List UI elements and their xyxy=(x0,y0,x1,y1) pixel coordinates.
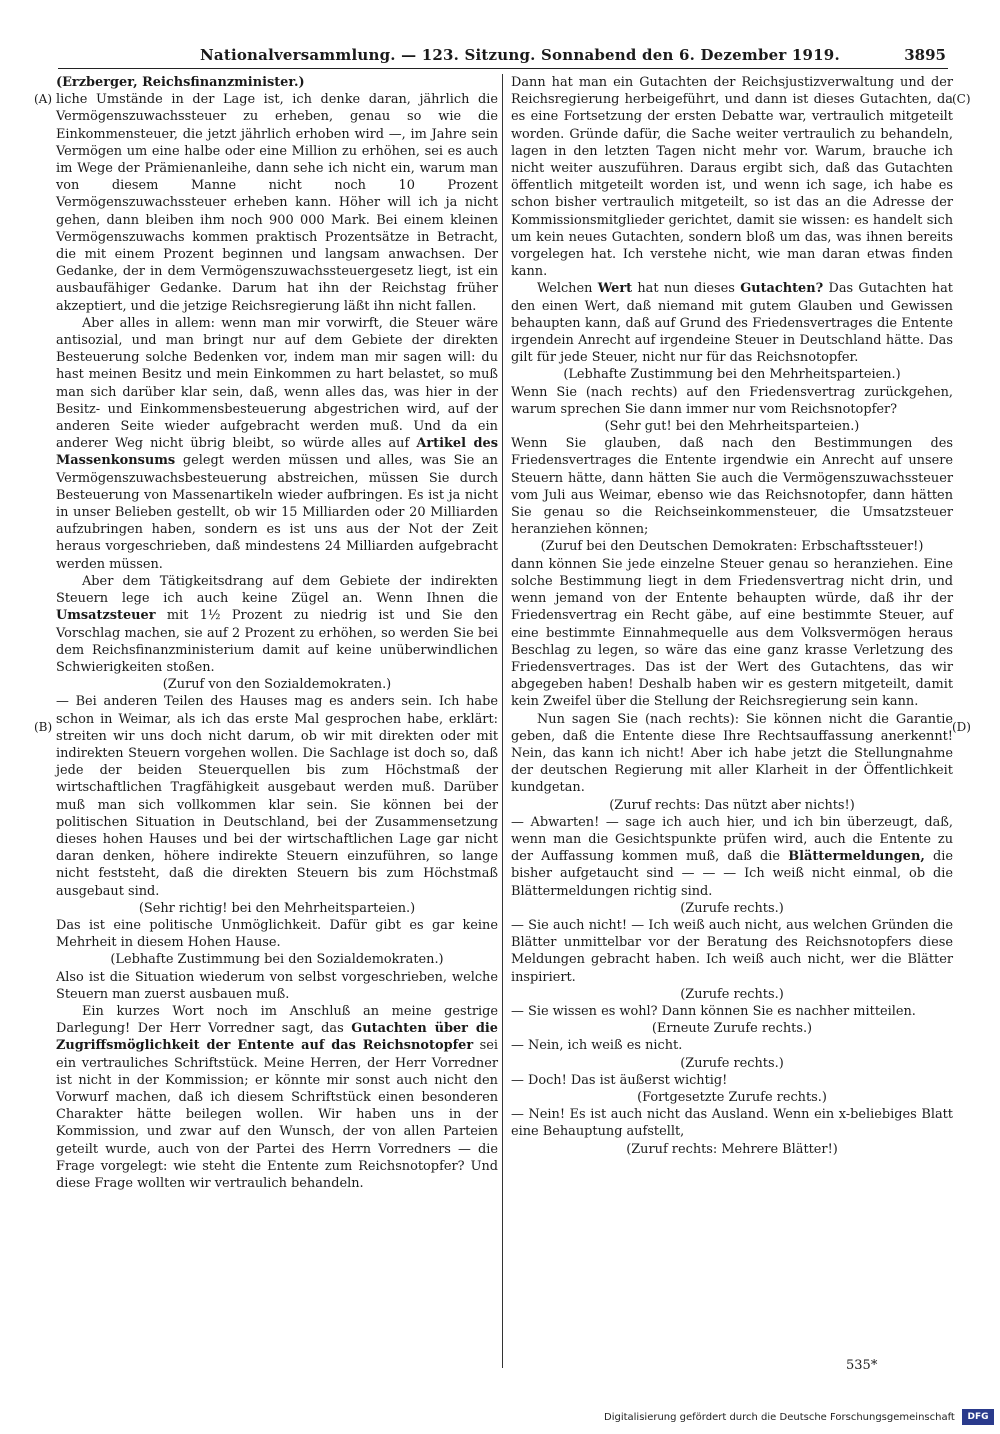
page-header xyxy=(0,46,1000,68)
margin-marker-c: (C) xyxy=(952,92,971,106)
paragraph: Wenn Sie glauben, daß nach den Bestimmungen des Friedensvertrages die Entente irgendwie ein Anrecht auf unsere Steuern hätte, dann hätten Sie auch die Vermögenszuwachssteuer vom Juli aus Weimar, ebenso wie das Reichsnotopfer, dann hätten Sie genau so die Reichseinkommensteuer, die Umsatzsteuer heranziehen können; xyxy=(511,436,953,538)
right-column xyxy=(511,74,953,1158)
bold-term: Gutachten über die Zugriffsmöglichkeit der Entente auf das Reichsnotopfer xyxy=(56,1021,498,1054)
interjection: (Zuruf bei den Deutschen Demokraten: Erbschaftssteuer!) xyxy=(540,539,924,555)
column-divider xyxy=(502,74,503,1368)
signature-mark: 535* xyxy=(846,1358,878,1373)
interjection: (Lebhafte Zustimmung bei den Mehrheitsparteien.) xyxy=(563,367,901,383)
paragraph: — Nein! Es ist auch nicht das Ausland. Wenn ein x-beliebiges Blatt eine Behauptung aufstellt, xyxy=(511,1107,953,1140)
paragraph: Welchen Wert hat nun dieses Gutachten? Das Gutachten hat den einen Wert, daß niemand mit gutem Glauben und Gewissen behaupten kann, daß auf Grund des Friedensvertrages die Entente irgendein Anrecht auf irgendeine Steuer in Deutschland hätte. Das gilt für jede Steuer, nicht nur für das Reichsnotopfer. xyxy=(511,281,953,366)
paragraph: Ein kurzes Wort noch im Anschluß an meine gestrige Darlegung! Der Herr Vorredner sagt, das Gutachten über die Zugriffsmöglichkeit der Entente auf das Reichsnotopfer sei ein vertrauliches Schriftstück. Meine Herren, der Herr Vorredner ist nicht in der Kommission; er könnte mir sonst auch nicht den Vorwurf machen, daß ich diesem Schriftstück einen besonderen Charakter hätte beilegen wollen. Wir haben uns in der Kommission, und zwar auf den Wunsch, der von allen Parteien geteilt wurde, auch von der Partei des Herrn Vorredners — die Frage vorgelegt: wie steht die Entente zum Reichsnotopfer? Und diese Frage wollten wir vertraulich behandeln. xyxy=(56,1003,498,1191)
paragraph: — Doch! Das ist äußerst wichtig! xyxy=(511,1072,728,1088)
interjection: (Lebhafte Zustimmung bei den Sozialdemokraten.) xyxy=(110,952,444,968)
dfg-logo: DFG xyxy=(962,1409,994,1425)
interjection: (Zurufe rechts.) xyxy=(680,1055,784,1071)
digitization-credit: Digitalisierung gefördert durch die Deutsche Forschungsgemeinschaft xyxy=(604,1412,955,1423)
paragraph: — Sie wissen es wohl? Dann können Sie es nachher mitteilen. xyxy=(511,1003,916,1019)
paragraph: — Bei anderen Teilen des Hauses mag es anders sein. Ich habe schon in Weimar, als ich das erste Mal gesprochen habe, erklärt: streiten wir uns doch nicht darum, ob wir mit direkten oder mit indirekten Steuern vorgehen wollen. Die Sachlage ist doch so, daß jede der beiden Steuerquellen bis zum Höchstmaß der wirtschaftlichen Tragfähigkeit ausgebaut werden muß. Darüber muß man sich vollkommen klar sein. Sie können bei der politischen Situation in Deutschland, bei der Zusammensetzung dieses hohen Hauses und bei der wirtschaftlichen Lage gar nicht daran denken, höhere indirekte Steuern einzuführen, so lange nicht feststeht, daß die direkten Steuern bis zum Höchstmaß ausgebaut sind. xyxy=(56,694,498,899)
interjection: (Erneute Zurufe rechts.) xyxy=(651,1021,813,1037)
margin-marker-b: (B) xyxy=(34,720,53,734)
running-title: Nationalversammlung. — 123. Sitzung. Sonnabend den 6. Dezember 1919. xyxy=(200,46,840,64)
bold-term: Artikel des Massenkonsums xyxy=(56,436,498,469)
paragraph: Aber dem Tätigkeitsdrang auf dem Gebiete der indirekten Steuern lege ich auch keine Zügel an. Wenn Ihnen die Umsatzsteuer mit 1½ Prozent zu niedrig ist und Sie den Vorschlag machen, sie auf 2 Prozent zu erhöhen, so werden Sie bei dem Reichsfinanzministerium damit auf keine unüberwindlichen Schwierigkeiten stoßen. xyxy=(56,573,498,675)
paragraph: — Abwarten! — sage ich auch hier, und ich bin überzeugt, daß, wenn man die Gesichtspunkte prüfen wird, auch die Entente zu der Auffassung kommen muß, daß die Blättermeldungen, die bisher aufgetaucht sind — — — Ich weiß nicht einmal, ob die Blättermeldungen richtig sind. xyxy=(511,814,953,899)
interjection: (Sehr gut! bei den Mehrheitsparteien.) xyxy=(604,419,860,435)
bold-term: Wert xyxy=(597,281,633,297)
interjection: (Zurufe rechts.) xyxy=(680,986,784,1002)
paragraph: Wenn Sie (nach rechts) auf den Friedensvertrag zurückgehen, warum sprechen Sie dann immer nur vom Reichsnotopfer? xyxy=(511,384,953,417)
paragraph: Aber alles in allem: wenn man mir vorwirft, die Steuer wäre antisozial, und man bringt nur auf dem Gebiete der direkten Besteuerung solche Bedenken vor, indem man mir sagen will: du hast meinen Besitz und mein Einkommen zu hart belastet, so muß man sich darüber klar sein, daß, wenn alles das, was hier in der Besitz- und Einkommensbesteuerung abgestrichen wird, auf der anderen Seite wieder aufgebracht werden muß. Und da ein anderer Weg nicht übrig bleibt, so würde alles auf Artikel des Massenkonsums gelegt werden müssen und alles, was Sie an Vermögenszuwachsbesteuerung abstreichen, müssen Sie durch Besteuerung von Massenartikeln wieder aufbringen. Es ist ja nicht in unser Belieben gestellt, ob wir 15 Milliarden oder 20 Milliarden aufzubringen haben, sondern es ist uns aus der Not der Zeit heraus vorgeschrieben, daß mindestens 24 Milliarden aufgebracht werden müssen. xyxy=(56,315,498,572)
interjection: (Sehr richtig! bei den Mehrheitsparteien.) xyxy=(138,900,416,916)
interjection: (Fortgesetzte Zurufe rechts.) xyxy=(637,1089,827,1105)
header-rule xyxy=(58,68,948,69)
speaker-attribution: (Erzberger, Reichsfinanzminister.) xyxy=(56,75,305,90)
paragraph: Nun sagen Sie (nach rechts): Sie können nicht die Garantie geben, daß die Entente diese Ihre Rechtsauffassung anerkennt! Nein, das kann ich nicht! Aber ich habe jetzt die Stellungnahme der deutschen Regierung mit aller Klarheit in der Öffentlichkeit kundgetan. xyxy=(511,711,953,796)
paragraph: — Sie auch nicht! — Ich weiß auch nicht, aus welchen Gründen die Blätter unmittelbar vor der Beratung des Reichsnotopfers diese Meldungen gebracht haben. Ich weiß auch nicht, wer die Blätter inspiriert. xyxy=(511,917,953,985)
paragraph: — Nein, ich weiß es nicht. xyxy=(511,1038,683,1054)
paragraph: Also ist die Situation wiederum von selbst vorgeschrieben, welche Steuern man zuerst ausbauen muß. xyxy=(56,969,498,1002)
margin-marker-a: (A) xyxy=(34,92,53,106)
bold-term: Umsatzsteuer xyxy=(56,608,156,624)
interjection: (Zurufe rechts.) xyxy=(680,900,784,916)
interjection: (Zuruf rechts: Das nützt aber nichts!) xyxy=(609,797,855,813)
left-column xyxy=(56,74,498,1192)
bold-term: Blättermeldungen, xyxy=(788,849,925,865)
page-number: 3895 xyxy=(904,46,946,64)
interjection: (Zuruf von den Sozialdemokraten.) xyxy=(162,677,392,693)
paragraph: Dann hat man ein Gutachten der Reichsjustizverwaltung und der Reichsregierung herbeigeführt, und dann ist dieses Gutachten, da es eine Fortsetzung der ersten Debatte war, vertraulich mitgeteilt worden. Gründe dafür, die Sache weiter vertraulich zu behandeln, lagen in den letzten Tagen nicht mehr vor. Warum, brauche ich nicht weiter auszuführen. Daraus ergibt sich, daß das Gutachten öffentlich mitgeteilt worden ist, und wenn ich sage, ich habe es schon bisher vertraulich mitgeteilt, so ist das an die Adresse der Kommissionsmitglieder gerichtet, damit sie wissen: es handelt sich um kein neues Gutachten, sondern bloß um das, was ihnen bereits vorgelegen hat. Ich verstehe nicht, wie man daran etwas finden kann. xyxy=(511,75,953,280)
interjection: (Zuruf rechts: Mehrere Blätter!) xyxy=(626,1141,838,1157)
paragraph: Das ist eine politische Unmöglichkeit. Dafür gibt es gar keine Mehrheit in diesem Hohen Hause. xyxy=(56,917,498,951)
paragraph: dann können Sie jede einzelne Steuer genau so heranziehen. Eine solche Bestimmung liegt in dem Friedensvertrag nicht drin, und wenn jemand von der Entente behaupten würde, daß ihr der Friedensvertrag ein Recht gäbe, auf eine bestimmte Steuer, auf eine bestimmte Einnahmequelle aus dem Volksvermögen heraus Beschlag zu legen, so wäre das eine ganz krasse Verletzung des Friedensvertrages. Das ist der Wert des Gutachtens, das wir abgegeben haben! Deshalb haben wir es gestern mitgeteilt, damit kein Zweifel über die Stellung der Reichsregierung sein kann. xyxy=(511,556,953,710)
bold-term: Gutachten? xyxy=(740,281,824,297)
margin-marker-d: (D) xyxy=(952,720,971,734)
paragraph: liche Umstände in der Lage ist, ich denke daran, jährlich die Vermögenszuwachssteuer zu erheben, genau so wie die Einkommensteuer, die jetzt jährlich erhoben wird —, im Jahre sein Vermögen um eine halbe oder eine Million zu erhöhen, sei es auch im Wege der Prämienanleihe, dann sehe ich nicht ein, warum man von diesem Manne nicht noch 10 Prozent Vermögenszuwachssteuer erheben kann. Höher will ich ja nicht gehen, dann bleiben ihm noch 900 000 Mark. Bei einem kleinen Vermögenszuwachs kommen praktisch Prozentsätze in Betracht, die mit einem Prozent beginnen und langsam anwachsen. Der Gedanke, der in dem Vermögenszuwachssteuergesetz liegt, ist ein ausbaufähiger Gedanke. Darum hat ihn der Reichstag früher akzeptiert, und die jetzige Reichsregierung läßt ihn nicht fallen. xyxy=(56,92,498,314)
